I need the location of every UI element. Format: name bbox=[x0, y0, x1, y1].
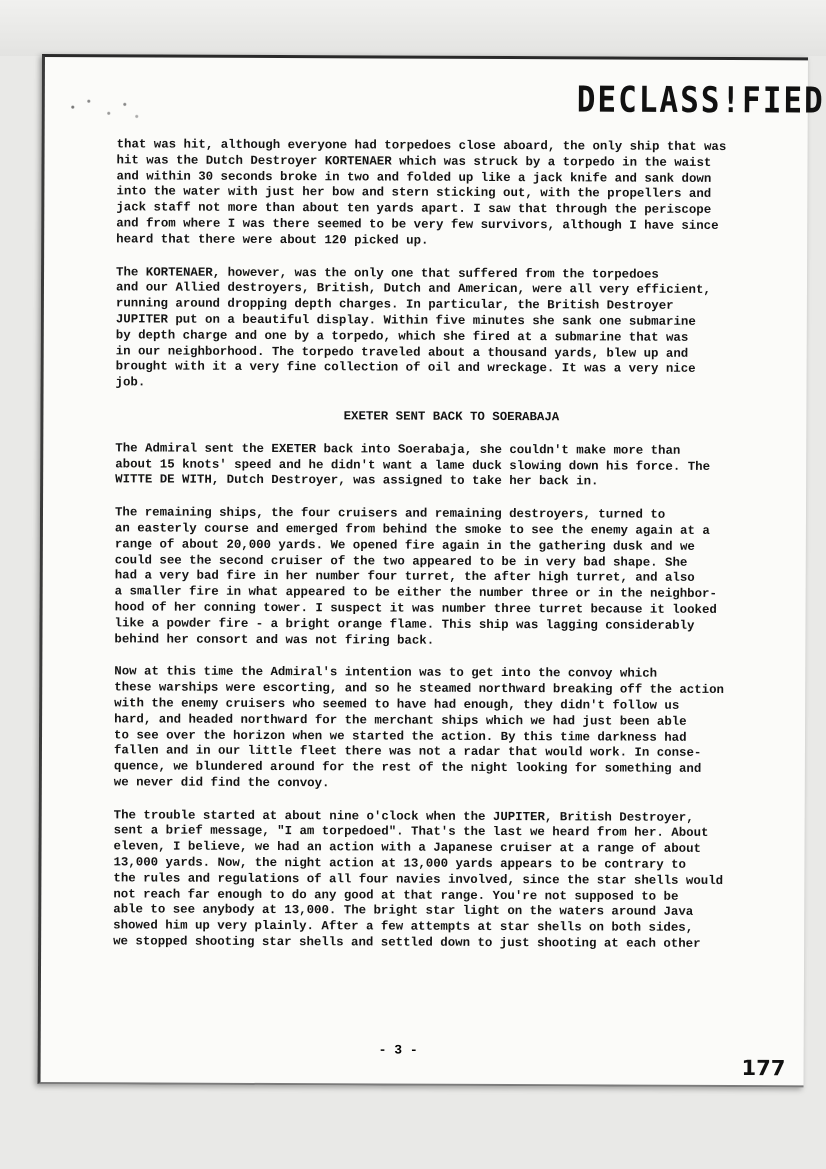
paragraph-6: The trouble started at about nine o'clock when the JUPITER, British Destroyer, sent a brief message, "I am torpedoed". That's the last we heard from her. About eleven, I believe, we had an action with a Japanese cruiser at a range of about 13,000 yards. Now, the night action at 13,000 yards appears to be contrary to the rules and regulations of all four navies involved, since the star shells would not reach far enough to do any good at that range. You're not supposed to be able to see anybody at 13,000. The bright star light on the waters around Java showed him up very plainly. After a few attempts at star shells on both sides, we stopped shooting star shells and settled down to just shooting at each other bbox=[113, 808, 724, 951]
declassified-stamp: DECLASS!FIED bbox=[576, 79, 825, 122]
document-body bbox=[113, 137, 789, 970]
paragraph-1: that was hit, although everyone had torpedoes close aboard, the only ship that was hit was the Dutch Destroyer KORTENAER which was struck by a torpedo in the waist and within 30 seconds broke in two and folded up like a jack knife and sank down into the water with just her bow and stern sticking out, with the propellers and jack staff not more than about ten yards apart. I saw that through the periscope and from where I was there seemed to be very few survivors, although I have since heard that there were about 120 picked up. bbox=[116, 137, 727, 248]
page-number: - 3 - bbox=[378, 1042, 418, 1058]
document-page bbox=[38, 54, 825, 1087]
folio-number: 177 bbox=[741, 1056, 786, 1081]
section-heading: EXETER SENT BACK TO SOERABAJA bbox=[343, 409, 560, 425]
paragraph-3: The Admiral sent the EXETER back into Soerabaja, she couldn't make more than about 15 knots' speed and he didn't want a lame duck slowing down his force. The WITTE DE WITH, Dutch Destroyer, was assigned to take her back in. bbox=[115, 441, 711, 489]
paragraph-2: The KORTENAER, however, was the only one that suffered from the torpedoes and our Allied destroyers, British, Dutch and American, were all very efficient, running around dropping depth charges. In particular, the British Destroyer JUPITER put on a beautiful display. Within five minutes she sank one submarine by depth charge and one by a torpedo, which she fired at a submarine that was in our neighborhood. The torpedo traveled about a thousand yards, blew up and brought with it a very fine collection of oil and wreckage. It was a very nice job. bbox=[115, 264, 711, 390]
paragraph-4: The remaining ships, the four cruisers and remaining destroyers, turned to an easterly course and emerged from behind the smoke to see the enemy again at a range of about 20,000 yards. We opened fire again in the gathering dusk and we could see the second cruiser of the two appeared to be in very bad shape. She had a very bad fire in her number four turret, the after high turret, and also a smaller fire in what appeared to be either the number three or in the neighbor- hood of her conning tower. I suspect it was number three turret because it looked like a powder fire - a bright orange flame. This ship was lagging considerably behind her consort and was not firing back. bbox=[114, 505, 717, 648]
paragraph-5: Now at this time the Admiral's intention was to get into the convoy which these warships were escorting, and so he steamed northward breaking off the action with the enemy cruisers who seemed to have had enough, they didn't follow us hard, and headed northward for the merchant ships which we had just been able to see over the horizon when we started the action. By this time darkness had fallen and in our little fleet there was not a radar that would work. In conse- quence, we blundered around for the rest of the night looking for something and we never did find the convoy. bbox=[113, 664, 724, 791]
scan-background bbox=[0, 0, 826, 56]
scan-speckle bbox=[65, 95, 145, 125]
